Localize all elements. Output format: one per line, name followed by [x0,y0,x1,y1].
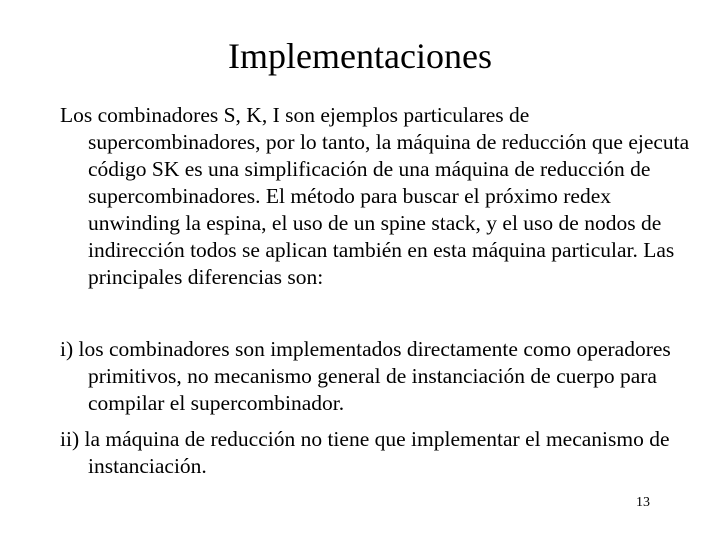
page-number: 13 [636,495,650,510]
body-paragraph-intro: Los combinadores S, K, I son ejemplos particulares de supercombinadores, por lo tanto, la máquina de reducción que ejecuta código SK es una simplificación de una máquina de reducción de supercombinadores. El método para buscar el próximo redex unwinding la espina, el uso de un spine stack, y el uso de nodos de indirección todos se aplican también en esta máquina particular. Las principales diferencias son: [60,103,690,289]
body-paragraph-difference-ii: ii) la máquina de reducción no tiene que implementar el mecanismo de instanciación. [60,427,670,478]
slide-title: Implementaciones [228,36,492,76]
body-paragraph-difference-i: i) los combinadores son implementados directamente como operadores primitivos, no mecanismo general de instanciación de cuerpo para compilar el supercombinador. [60,337,671,415]
